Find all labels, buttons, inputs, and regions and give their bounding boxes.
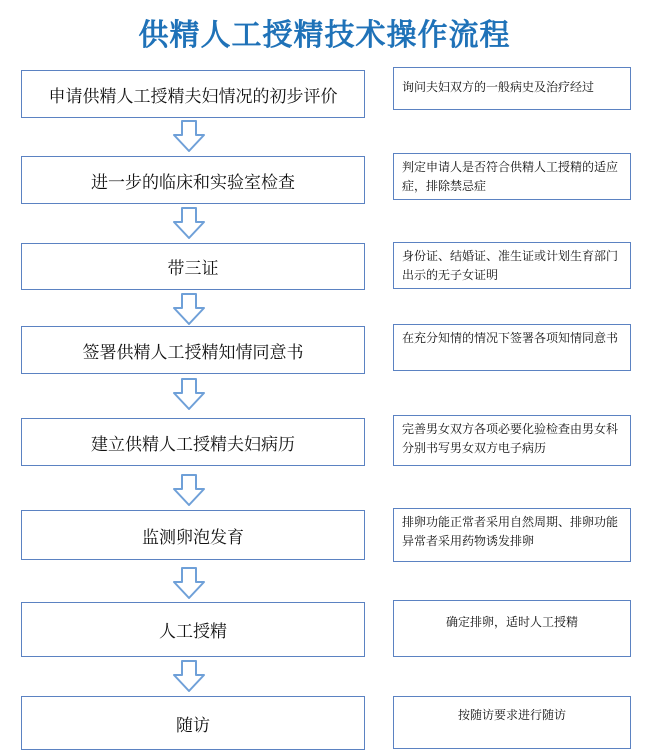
page-title: 供精人工授精技术操作流程 [138,18,511,53]
down-arrow-icon [172,660,206,692]
step-6-follicle-monitoring: 监测卵泡发育 [21,510,365,560]
note-5-records: 完善男女双方各项必要化验检查由男女科分别书写男女双方电子病历 [393,415,631,466]
step-8-follow-up: 随访 [21,696,365,750]
down-arrow-icon [172,474,206,506]
note-3-certificates: 身份证、结婚证、准生证或计划生育部门出示的无子女证明 [393,242,631,289]
note-4-consent: 在充分知情的情况下签署各项知情同意书 [393,324,631,371]
step-3-three-certificates: 带三证 [21,243,365,290]
down-arrow-icon [172,207,206,239]
down-arrow-icon [172,567,206,599]
note-8-follow-up: 按随访要求进行随访 [393,696,631,749]
step-1-initial-evaluation: 申请供精人工授精夫妇情况的初步评价 [21,70,365,118]
note-2-indications: 判定申请人是否符合供精人工授精的适应症，排除禁忌症 [393,153,631,200]
step-7-insemination: 人工授精 [21,602,365,657]
down-arrow-icon [172,120,206,152]
down-arrow-icon [172,378,206,410]
note-7-timing: 确定排卵，适时人工授精 [393,600,631,657]
step-4-informed-consent: 签署供精人工授精知情同意书 [21,326,365,374]
down-arrow-icon [172,293,206,325]
step-2-clinical-lab-exam: 进一步的临床和实验室检查 [21,156,365,204]
note-1-history: 询问夫妇双方的一般病史及治疗经过 [393,67,631,110]
note-6-ovulation: 排卵功能正常者采用自然周期、排卵功能异常者采用药物诱发排卵 [393,508,631,562]
step-5-medical-record: 建立供精人工授精夫妇病历 [21,418,365,466]
